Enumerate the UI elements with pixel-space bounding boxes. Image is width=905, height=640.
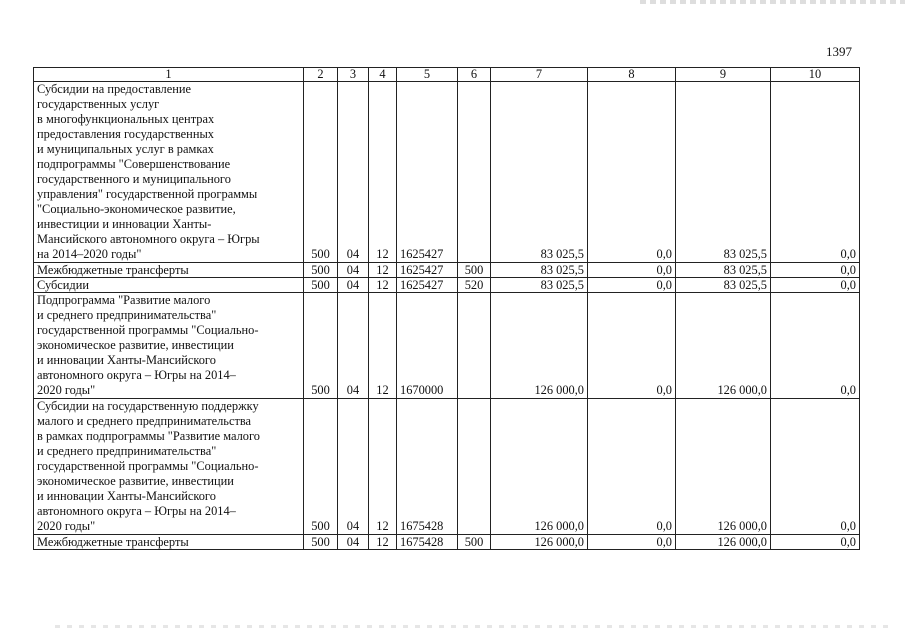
column-header-8: 8 xyxy=(588,68,676,82)
cell-c10: 0,0 xyxy=(771,278,860,293)
cell-c6 xyxy=(458,82,491,263)
column-header-10: 10 xyxy=(771,68,860,82)
cell-c8: 0,0 xyxy=(588,278,676,293)
cell-c8: 0,0 xyxy=(588,535,676,550)
column-header-7: 7 xyxy=(491,68,588,82)
cell-c3: 04 xyxy=(338,278,369,293)
cell-c9: 126 000,0 xyxy=(676,399,771,535)
cell-c2: 500 xyxy=(304,263,338,278)
cell-c7: 83 025,5 xyxy=(491,82,588,263)
cell-c7: 126 000,0 xyxy=(491,399,588,535)
cell-c2: 500 xyxy=(304,399,338,535)
cell-c10: 0,0 xyxy=(771,263,860,278)
cell-c9: 126 000,0 xyxy=(676,535,771,550)
cell-c4: 12 xyxy=(369,82,397,263)
header-row xyxy=(34,68,860,82)
cell-c6: 500 xyxy=(458,535,491,550)
row-name-cell: Субсидии на государственную поддержку малого и среднего предпринимательства в рамках подпрограммы "Развитие малого и среднего предпринимательства" государственной программы "Социально- экономическое развитие, инвестиции и инновации Ханты-Мансийского автономного округа – Югры на 2014– 2020 годы" xyxy=(34,399,304,535)
cell-c2: 500 xyxy=(304,293,338,399)
cell-c5: 1625427 xyxy=(397,263,458,278)
cell-c5: 1675428 xyxy=(397,535,458,550)
column-header-4: 4 xyxy=(369,68,397,82)
cell-c7: 126 000,0 xyxy=(491,535,588,550)
cell-c4: 12 xyxy=(369,263,397,278)
cell-c10: 0,0 xyxy=(771,293,860,399)
cell-c3: 04 xyxy=(338,263,369,278)
row-name-cell: Подпрограмма "Развитие малого и среднего предпринимательства" государственной программы "Социально- экономическое развитие, инвестиции и инновации Ханты-Мансийского автономного округа – Югры на 2014– 2020 годы" xyxy=(34,293,304,399)
cell-c3: 04 xyxy=(338,82,369,263)
cell-c8: 0,0 xyxy=(588,293,676,399)
page-number: 1397 xyxy=(826,44,852,59)
cell-c9: 83 025,5 xyxy=(676,263,771,278)
cell-c7: 83 025,5 xyxy=(491,263,588,278)
cell-c2: 500 xyxy=(304,278,338,293)
cell-c4: 12 xyxy=(369,399,397,535)
cell-c9: 83 025,5 xyxy=(676,278,771,293)
cell-c9: 126 000,0 xyxy=(676,293,771,399)
budget-table xyxy=(33,67,860,550)
cell-c8: 0,0 xyxy=(588,399,676,535)
cell-c3: 04 xyxy=(338,293,369,399)
table-row xyxy=(34,293,860,399)
row-name-cell: Субсидии на предоставление государственных услуг в многофункциональных центрах предоставления государственных и муниципальных услуг в рамках подпрограммы "Совершенствование государственного и муниципального управления" государственной программы "Социально-экономическое развитие, инвестиции и инновации Ханты- Мансийского автономного округа – Югры на 2014–2020 годы" xyxy=(34,82,304,263)
row-name-cell: Межбюджетные трансферты xyxy=(34,535,304,550)
table-row xyxy=(34,399,860,535)
cell-c3: 04 xyxy=(338,535,369,550)
cell-c5: 1625427 xyxy=(397,278,458,293)
column-header-5: 5 xyxy=(397,68,458,82)
cell-c6: 520 xyxy=(458,278,491,293)
scan-artifact-top xyxy=(640,0,905,4)
cell-c5: 1670000 xyxy=(397,293,458,399)
scan-artifact-bottom xyxy=(55,625,895,628)
cell-c10: 0,0 xyxy=(771,399,860,535)
cell-c9: 83 025,5 xyxy=(676,82,771,263)
cell-c6 xyxy=(458,399,491,535)
cell-c7: 126 000,0 xyxy=(491,293,588,399)
column-header-2: 2 xyxy=(304,68,338,82)
cell-c4: 12 xyxy=(369,293,397,399)
cell-c6: 500 xyxy=(458,263,491,278)
cell-c2: 500 xyxy=(304,535,338,550)
row-name-cell: Субсидии xyxy=(34,278,304,293)
cell-c7: 83 025,5 xyxy=(491,278,588,293)
cell-c10: 0,0 xyxy=(771,82,860,263)
cell-c8: 0,0 xyxy=(588,82,676,263)
table-row xyxy=(34,535,860,550)
row-name-cell: Межбюджетные трансферты xyxy=(34,263,304,278)
cell-c4: 12 xyxy=(369,535,397,550)
cell-c10: 0,0 xyxy=(771,535,860,550)
table-row xyxy=(34,278,860,293)
column-header-3: 3 xyxy=(338,68,369,82)
cell-c4: 12 xyxy=(369,278,397,293)
cell-c3: 04 xyxy=(338,399,369,535)
column-header-9: 9 xyxy=(676,68,771,82)
cell-c5: 1625427 xyxy=(397,82,458,263)
cell-c2: 500 xyxy=(304,82,338,263)
table-row xyxy=(34,263,860,278)
cell-c5: 1675428 xyxy=(397,399,458,535)
cell-c8: 0,0 xyxy=(588,263,676,278)
column-header-6: 6 xyxy=(458,68,491,82)
cell-c6 xyxy=(458,293,491,399)
table-row xyxy=(34,82,860,263)
column-header-1: 1 xyxy=(34,68,304,82)
